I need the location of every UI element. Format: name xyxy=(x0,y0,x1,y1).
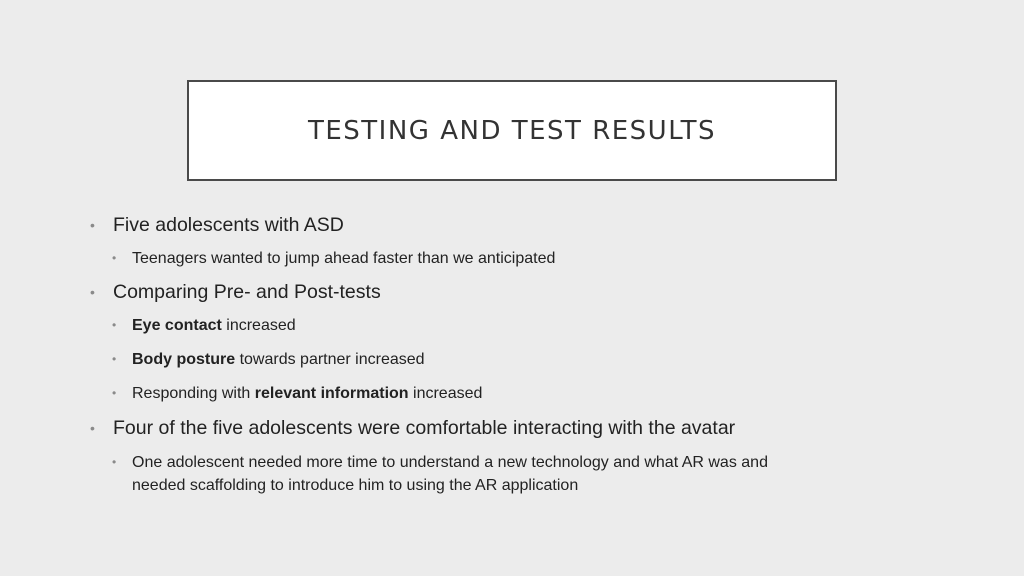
sub-bullet-text: Teenagers wanted to jump ahead faster than we anticipated xyxy=(132,250,556,267)
bullet-dot-icon: • xyxy=(90,420,95,436)
emphasis-text: Eye contact xyxy=(132,317,222,334)
sub-bullet-item xyxy=(88,314,948,337)
bullet-list xyxy=(88,208,948,494)
bullet-dot-icon: • xyxy=(90,217,95,233)
sub-bullet-item xyxy=(88,348,948,371)
sub-bullet-item xyxy=(88,451,812,497)
emphasis-text: Body posture xyxy=(132,351,236,368)
sub-bullet-text: towards partner increased xyxy=(235,351,425,368)
bullet-dot-icon: • xyxy=(112,251,117,265)
bullet-dot-icon: • xyxy=(112,352,117,366)
bullet-item xyxy=(88,213,948,237)
bullet-text: Comparing Pre- and Post-tests xyxy=(113,281,381,303)
slide-title-box xyxy=(187,80,837,181)
bullet-item xyxy=(88,280,948,304)
bullet-text: Four of the five adolescents were comfortable interacting with the avatar xyxy=(113,417,736,439)
sub-bullet-text: Responding with xyxy=(132,385,255,402)
bullet-dot-icon: • xyxy=(90,284,95,300)
bullet-text: Five adolescents with ASD xyxy=(113,214,344,236)
bullet-dot-icon: • xyxy=(112,386,117,400)
sub-bullet-item xyxy=(88,247,948,270)
emphasis-text: relevant information xyxy=(254,385,409,402)
sub-bullet-text: increased xyxy=(221,317,296,334)
sub-bullet-text: One adolescent needed more time to understand a new technology and what AR was and needed scaffolding to introduce him to using the AR application xyxy=(132,454,768,494)
bullet-dot-icon: • xyxy=(112,318,117,332)
slide-title: TESTING AND TEST RESULTS xyxy=(307,115,717,146)
bullet-dot-icon: • xyxy=(112,455,117,469)
sub-bullet-text: increased xyxy=(408,385,483,402)
bullet-item xyxy=(88,416,948,440)
sub-bullet-item xyxy=(88,382,948,405)
